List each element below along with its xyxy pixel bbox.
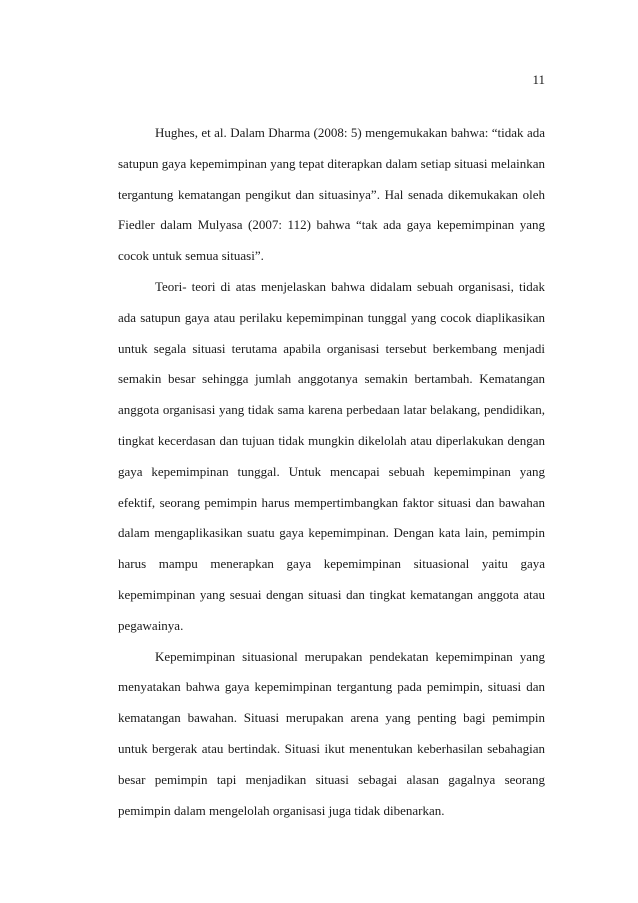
paragraph-1: Hughes, et al. Dalam Dharma (2008: 5) mengemukakan bahwa: “tidak ada satupun gaya kepemimpinan yang tepat diterapkan dalam setiap situasi melainkan tergantung kematangan pengikut dan situasinya”. Hal senada dikemukakan oleh Fiedler dalam Mulyasa (2007: 112) bahwa “tak ada gaya kepemimpinan yang cocok untuk semua situasi”.: [118, 125, 545, 264]
paragraph-2: Teori- teori di atas menjelaskan bahwa didalam sebuah organisasi, tidak ada satupun gaya atau perilaku kepemimpinan tunggal yang cocok diaplikasikan untuk segala situasi terutama apabila organisasi tersebut berkembang menjadi semakin besar sehingga jumlah anggotanya semakin bertambah. Kematangan anggota organisasi yang tidak sama karena perbedaan latar belakang, pendidikan, tingkat kecerdasan dan tujuan tidak mungkin dikelolah atau diperlakukan dengan gaya kepemimpinan tunggal. Untuk mencapai sebuah kepemimpinan yang efektif, seorang pemimpin harus mempertimbangkan faktor situasi dan bawahan dalam mengaplikasikan suatu gaya kepemimpinan. Dengan kata lain, pemimpin harus mampu menerapkan gaya kepemimpinan situasional yaitu gaya kepemimpinan yang sesuai dengan situasi dan tingkat kematangan anggota atau pegawainya.: [118, 278, 545, 633]
paragraph-3: Kepemimpinan situasional merupakan pendekatan kepemimpinan yang menyatakan bahwa gaya kepemimpinan tergantung pada pemimpin, situasi dan kematangan bawahan. Situasi merupakan arena yang penting bagi pemimpin untuk bergerak atau bertindak. Situasi ikut menentukan keberhasilan sebahagian besar pemimpin tapi menjadikan situasi sebagai alasan gagalnya seorang pemimpin dalam mengelolah organisasi juga tidak dibenarkan.: [118, 648, 545, 818]
body-text: [118, 118, 545, 826]
page-number: 11: [532, 72, 545, 87]
